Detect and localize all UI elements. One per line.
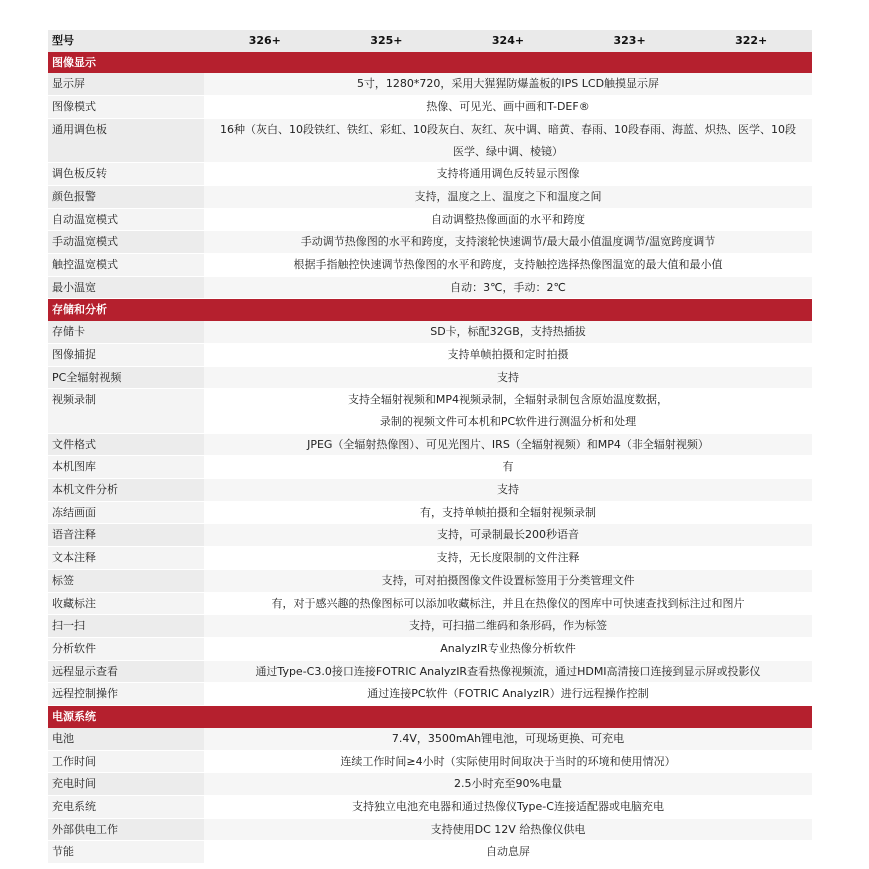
spec-value xyxy=(204,547,812,570)
spec-value xyxy=(204,660,812,683)
spec-label: 收藏标注 xyxy=(48,592,204,615)
spec-row xyxy=(48,276,812,299)
spec-value-line: 支持将通用调色反转显示图像 xyxy=(436,167,580,181)
spec-row xyxy=(48,683,812,706)
spec-value xyxy=(204,615,812,638)
spec-label: 颜色报警 xyxy=(48,185,204,208)
spec-value-line: 支持单帧拍摄和定时拍摄 xyxy=(447,347,569,361)
spec-label: 本机图库 xyxy=(48,456,204,479)
spec-row xyxy=(48,841,812,864)
spec-label: 节能 xyxy=(48,841,204,864)
spec-value-line: SD卡，标配32GB，支持热插拔 xyxy=(430,325,586,339)
spec-label: 外部供电工作 xyxy=(48,818,204,841)
spec-row xyxy=(48,389,812,433)
spec-row xyxy=(48,433,812,456)
spec-value xyxy=(204,818,812,841)
spec-value xyxy=(204,389,812,433)
spec-row xyxy=(48,479,812,502)
spec-value-line: 支持，可对拍摄图像文件设置标签用于分类管理文件 xyxy=(381,573,635,587)
spec-value-line: 支持，无长度限制的文件注释 xyxy=(436,551,580,565)
spec-row xyxy=(48,321,812,343)
spec-value xyxy=(204,73,812,95)
spec-value-line: 支持 xyxy=(497,483,519,497)
spec-value-line: 根据手指触控快速调节热像图的水平和跨度，支持触控选择热像图温宽的最大值和最小值 xyxy=(293,258,723,272)
spec-row xyxy=(48,615,812,638)
spec-table xyxy=(48,30,812,864)
section-title: 图像显示 xyxy=(48,52,812,74)
spec-value xyxy=(204,524,812,547)
spec-value xyxy=(204,569,812,592)
spec-value-line: 支持全辐射视频和MP4视频录制，全辐射录制包含原始温度数据， xyxy=(347,393,669,407)
spec-row xyxy=(48,569,812,592)
spec-value-line: 医学、绿中调、棱镜） xyxy=(453,144,563,158)
model-326: 326+ xyxy=(204,30,326,52)
spec-row xyxy=(48,660,812,683)
spec-table-body xyxy=(48,30,812,864)
spec-row xyxy=(48,524,812,547)
spec-label: 充电时间 xyxy=(48,773,204,796)
spec-value xyxy=(204,163,812,186)
spec-row xyxy=(48,456,812,479)
spec-row xyxy=(48,795,812,818)
spec-label: 本机文件分析 xyxy=(48,479,204,502)
spec-label: 标签 xyxy=(48,569,204,592)
spec-label: 图像模式 xyxy=(48,96,204,119)
spec-value-line: 自动调整热像画面的水平和跨度 xyxy=(431,212,585,226)
spec-value-line: 16种（灰白、10段铁红、铁红、彩虹、10段灰白、灰红、灰中调、暗黄、春雨、10段春雨、海蓝、炽热、医学、10段 xyxy=(220,122,796,136)
spec-label: 调色板反转 xyxy=(48,163,204,186)
spec-value-line: 通过连接PC软件（FOTRIC AnalyzIR）进行远程操作控制 xyxy=(367,687,649,701)
spec-label: 显示屏 xyxy=(48,73,204,95)
model-header-label: 型号 xyxy=(48,30,204,52)
model-324: 324+ xyxy=(447,30,569,52)
spec-value xyxy=(204,321,812,343)
spec-label: 冻结画面 xyxy=(48,501,204,524)
spec-row xyxy=(48,73,812,95)
spec-value xyxy=(204,231,812,254)
spec-value-line: 支持，可扫描二维码和条形码，作为标签 xyxy=(409,619,607,633)
spec-value-line: 热像、可见光、画中画和T-DEF® xyxy=(426,100,590,114)
spec-value-line: 支持，温度之上、温度之下和温度之间 xyxy=(414,189,602,203)
spec-value-line: AnalyzIR专业热像分析软件 xyxy=(440,641,576,655)
spec-row xyxy=(48,163,812,186)
spec-label: 通用调色板 xyxy=(48,118,204,162)
spec-label: 扫一扫 xyxy=(48,615,204,638)
spec-row xyxy=(48,231,812,254)
spec-value xyxy=(204,366,812,389)
spec-label: 语音注释 xyxy=(48,524,204,547)
spec-label: 视频录制 xyxy=(48,389,204,433)
spec-value xyxy=(204,96,812,119)
spec-value xyxy=(204,841,812,864)
spec-value-line: 自动：3℃，手动：2℃ xyxy=(450,280,566,294)
spec-label: 远程显示查看 xyxy=(48,660,204,683)
spec-value-line: 连续工作时间≥4小时（实际使用时间取决于当时的环境和使用情况） xyxy=(340,754,676,768)
spec-label: 手动温宽模式 xyxy=(48,231,204,254)
spec-row xyxy=(48,185,812,208)
spec-value xyxy=(204,456,812,479)
spec-label: 远程控制操作 xyxy=(48,683,204,706)
spec-value-line: 5寸，1280*720，采用大猩猩防爆盖板的IPS LCD触摸显示屏 xyxy=(356,77,660,91)
spec-value-line: 通过Type-C3.0接口连接FOTRIC AnalyzIR查看热像视频流，通过HDMI高清接口连接到显示屏或投影仪 xyxy=(255,664,761,678)
spec-value-line: 录制的视频文件可本机和PC软件进行测温分析和处理 xyxy=(379,414,637,428)
spec-value-line: 2.5小时充至90%电量 xyxy=(454,777,562,791)
spec-label: 图像捕捉 xyxy=(48,343,204,366)
spec-value xyxy=(204,750,812,773)
spec-value xyxy=(204,683,812,706)
spec-label: 最小温宽 xyxy=(48,276,204,299)
section-title: 存储和分析 xyxy=(48,299,812,321)
spec-row xyxy=(48,547,812,570)
spec-row xyxy=(48,501,812,524)
spec-value xyxy=(204,592,812,615)
model-header-row xyxy=(48,30,812,52)
spec-row xyxy=(48,728,812,750)
spec-label: 触控温宽模式 xyxy=(48,254,204,277)
spec-value xyxy=(204,254,812,277)
spec-value-line: 支持独立电池充电器和通过热像仪Type-C连接适配器或电脑充电 xyxy=(352,799,664,813)
section-header xyxy=(48,299,812,321)
section-header xyxy=(48,52,812,74)
spec-value xyxy=(204,479,812,502)
section-title: 电源系统 xyxy=(48,706,812,728)
spec-value-line: JPEG（全辐射热像图）、可见光图片、IRS（全辐射视频）和MP4（非全辐射视频） xyxy=(307,437,709,451)
spec-value xyxy=(204,343,812,366)
spec-row xyxy=(48,343,812,366)
spec-value-line: 支持，可录制最长200秒语音 xyxy=(437,528,579,542)
spec-value xyxy=(204,773,812,796)
spec-value-line: 有，支持单帧拍摄和全辐射视频录制 xyxy=(420,505,596,519)
spec-label: 工作时间 xyxy=(48,750,204,773)
spec-row xyxy=(48,750,812,773)
spec-row xyxy=(48,637,812,660)
spec-row xyxy=(48,592,812,615)
spec-value xyxy=(204,208,812,231)
spec-value-line: 支持使用DC 12V 给热像仪供电 xyxy=(430,822,586,836)
model-323: 323+ xyxy=(569,30,691,52)
spec-value xyxy=(204,501,812,524)
spec-row xyxy=(48,118,812,162)
spec-label: 电池 xyxy=(48,728,204,750)
spec-row xyxy=(48,818,812,841)
spec-row xyxy=(48,254,812,277)
spec-label: 自动温宽模式 xyxy=(48,208,204,231)
spec-value-line: 7.4V，3500mAh锂电池，可现场更换、可充电 xyxy=(391,731,625,745)
spec-value-line: 有 xyxy=(502,460,514,474)
model-322: 322+ xyxy=(690,30,812,52)
spec-value xyxy=(204,433,812,456)
spec-label: PC全辐射视频 xyxy=(48,366,204,389)
spec-value xyxy=(204,795,812,818)
spec-value xyxy=(204,185,812,208)
spec-value-line: 自动息屏 xyxy=(486,845,530,859)
spec-label: 充电系统 xyxy=(48,795,204,818)
spec-value xyxy=(204,637,812,660)
spec-value xyxy=(204,118,812,162)
spec-label: 文本注释 xyxy=(48,547,204,570)
spec-value-line: 手动调节热像图的水平和跨度，支持滚轮快速调节/最大最小值温度调节/温宽跨度调节 xyxy=(300,235,716,249)
spec-value xyxy=(204,276,812,299)
spec-value-line: 支持 xyxy=(497,370,519,384)
spec-row xyxy=(48,96,812,119)
spec-value xyxy=(204,728,812,750)
spec-row xyxy=(48,773,812,796)
spec-label: 存储卡 xyxy=(48,321,204,343)
spec-row xyxy=(48,366,812,389)
model-325: 325+ xyxy=(326,30,448,52)
spec-label: 文件格式 xyxy=(48,433,204,456)
spec-value-line: 有，对于感兴趣的热像图标可以添加收藏标注，并且在热像仪的图库中可快速查找到标注过和图片 xyxy=(271,596,745,610)
spec-label: 分析软件 xyxy=(48,637,204,660)
spec-row xyxy=(48,208,812,231)
section-header xyxy=(48,706,812,728)
